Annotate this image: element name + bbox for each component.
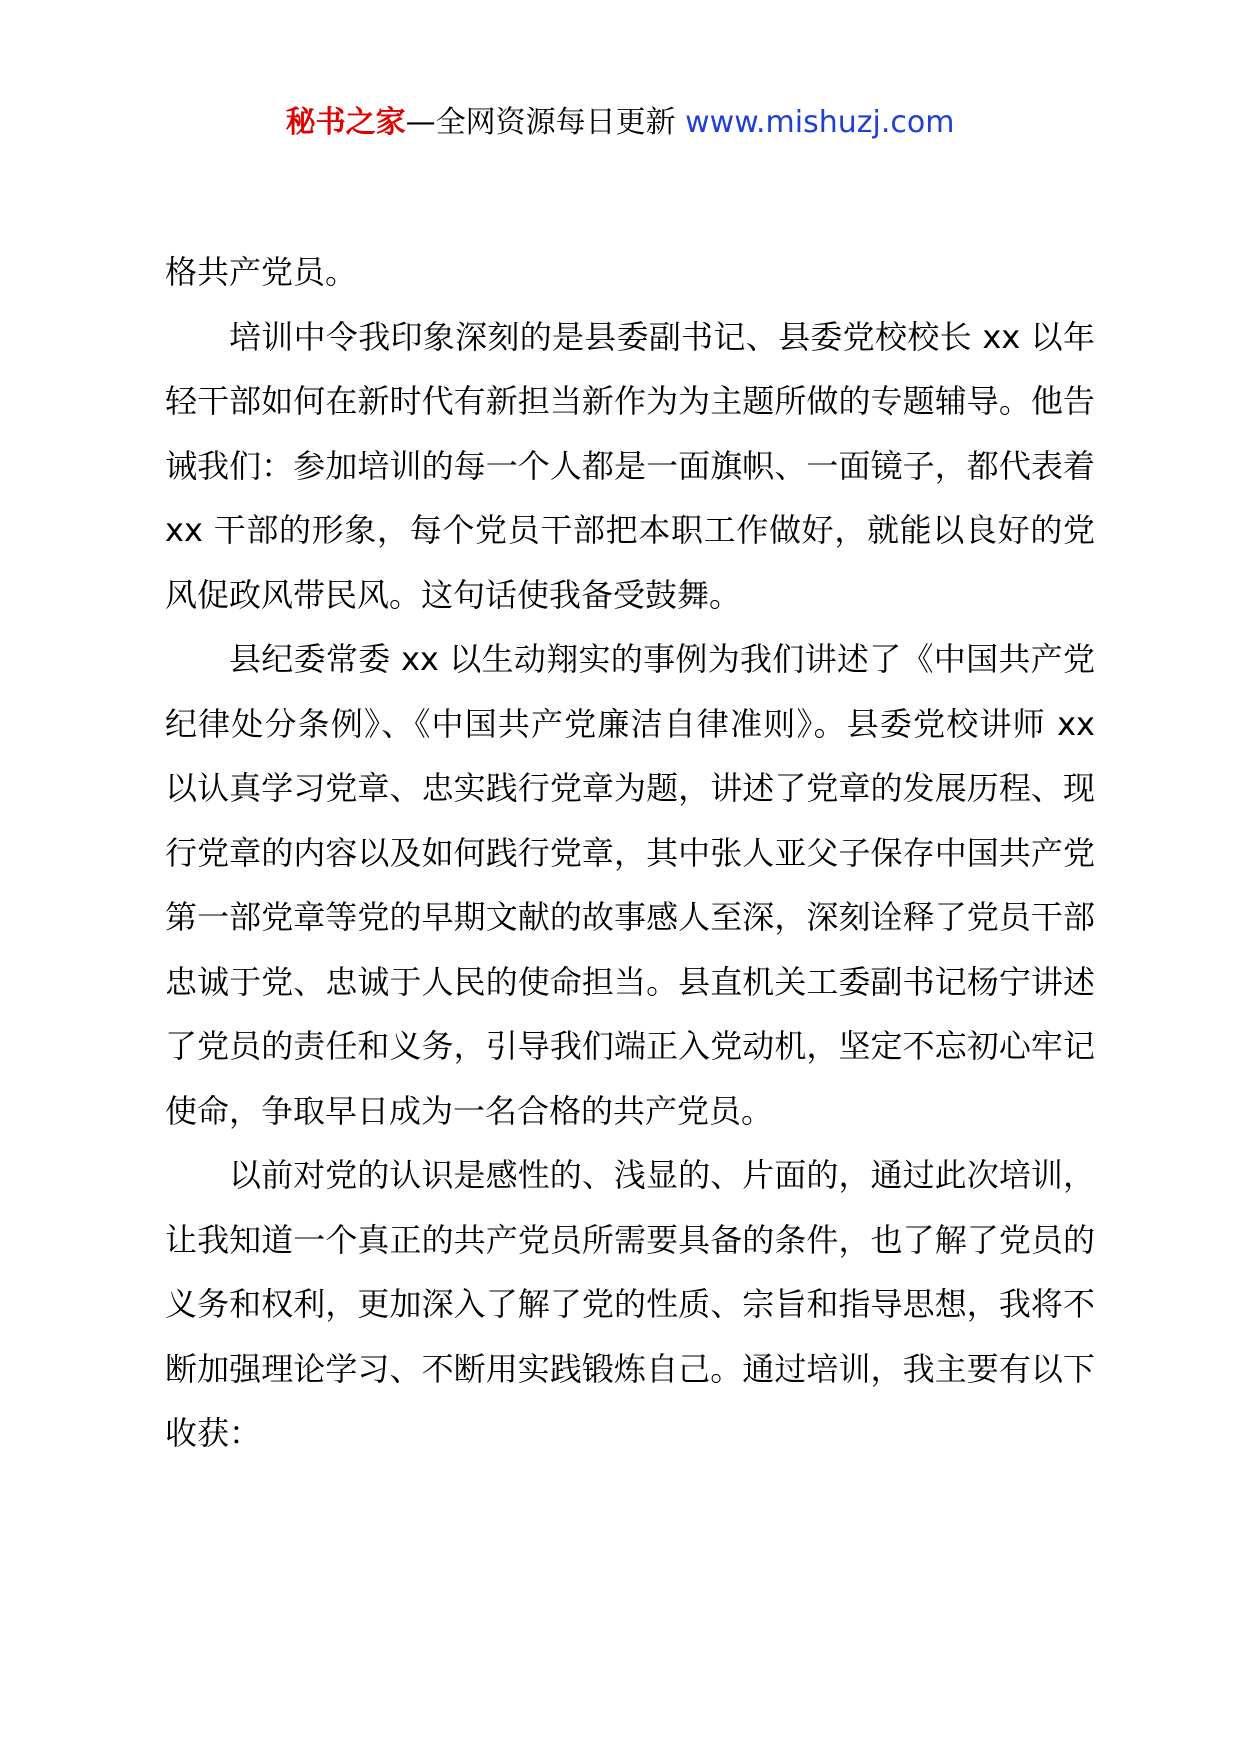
website-link[interactable]: www.mishuzj.com <box>685 105 955 140</box>
paragraph-gains: 以前对党的认识是感性的、浅显的、片面的，通过此次培训，让我知道一个真正的共产党员所需要具备的条件，也了解了党员的义务和权利，更加深入了解了党的性质、宗旨和指导思想，我将不断加强理论学习、不断用实践锻炼自己。通过培训，我主要有以下收获： <box>165 1156 1095 1452</box>
header-tagline: —全网资源每日更新 <box>405 105 686 140</box>
document-body <box>165 240 1095 1466</box>
paragraph-training-impression: 培训中令我印象深刻的是县委副书记、县委党校校长 xx 以年轻干部如何在新时代有新担当新作为为主题所做的专题辅导。他告诫我们：参加培训的每一个人都是一面旗帜、一面镜子，都代表着 xx 干部的形象，每个党员干部把本职工作做好，就能以良好的党风促政风带民风。这句话使我备受鼓舞。 <box>165 317 1095 614</box>
brand-name: 秘书之家 <box>285 105 406 140</box>
page-header <box>0 100 1240 146</box>
paragraph-lectures: 县纪委常委 xx 以生动翔实的事例为我们讲述了《中国共产党纪律处分条例》、《中国共产党廉洁自律准则》。县委党校讲师 xx 以认真学习党章、忠实践行党章为题，讲述了党章的发展历程、现行党章的内容以及如何践行党章，其中张人亚父子保存中国共产党第一部党章等党的早期文献的故事感人至深，深刻诠释了党员干部忠诚于党、忠诚于人民的使命担当。县直机关工委副书记杨宁讲述了党员的责任和义务，引导我们端正入党动机，坚定不忘初心牢记使命，争取早日成为一名合格的共产党员。 <box>165 640 1095 1130</box>
paragraph-continuation: 格共产党员。 <box>165 253 358 291</box>
